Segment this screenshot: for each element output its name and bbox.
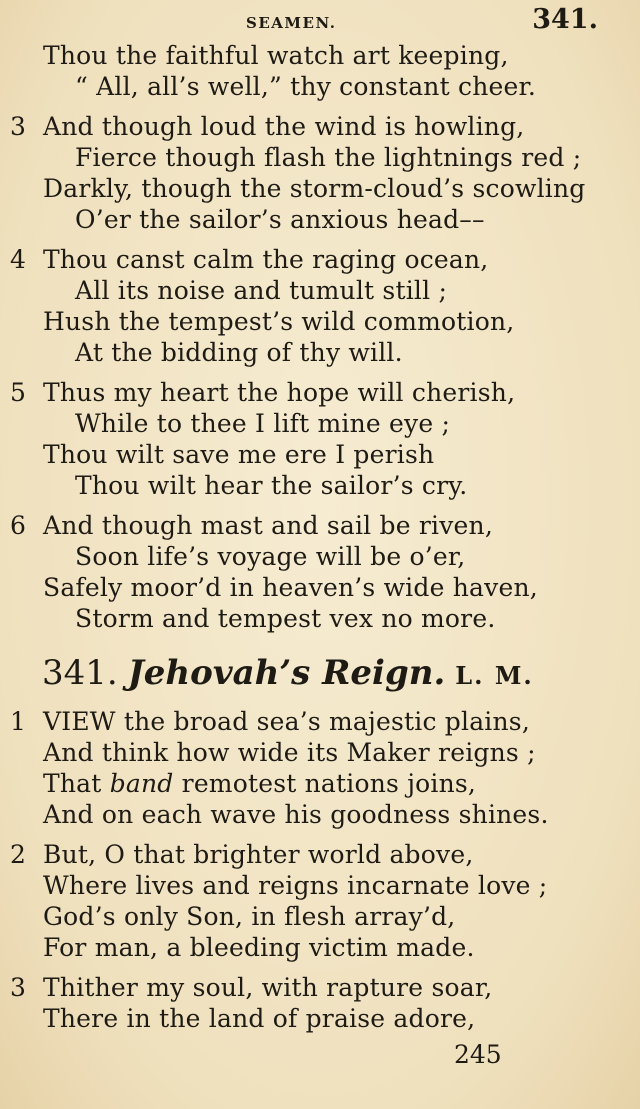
verse-line: 5 Thus my heart the hope will cherish, — [10, 378, 516, 407]
verse-line: 6 And though mast and sail be riven, — [10, 511, 493, 540]
verse-line: 3 Thither my soul, with rapture soar, — [10, 973, 493, 1002]
verse-line: At the bidding of thy will. — [75, 338, 403, 367]
stanza-3 — [0, 111, 640, 235]
verse-line: Fierce though flash the lightnings red ; — [75, 143, 582, 172]
verse-line: 3 And though loud the wind is howling, — [10, 112, 525, 141]
verse-line: 1 VIEW the broad sea’s majestic plains, — [10, 707, 530, 736]
page-header — [0, 6, 640, 36]
stanza-1 — [0, 706, 640, 830]
verse-line: Storm and tempest vex no more. — [75, 604, 496, 633]
stanza-number: 1 — [10, 707, 27, 736]
verse-line: And on each wave his goodness shines. — [43, 800, 549, 829]
verse-line: Safely moor’d in heaven’s wide haven, — [43, 573, 538, 602]
stanza-number: 5 — [10, 378, 27, 407]
italic-word: band — [109, 769, 174, 798]
verse-line: All its noise and tumult still ; — [75, 276, 448, 305]
header-hymn-number: 341. — [532, 4, 598, 35]
verse-line: That band remotest nations joins, — [43, 769, 477, 798]
verse-line: “ All, all’s well,” thy constant cheer. — [75, 72, 537, 101]
hymn-heading — [0, 634, 640, 706]
verse-line: Thou wilt save me ere I perish — [43, 440, 435, 469]
stanza-number: 2 — [10, 840, 27, 869]
stanza-2 — [0, 839, 640, 963]
hymn-meter: L. M. — [455, 661, 534, 690]
stanza-continued — [0, 40, 640, 102]
verse-line: 4 Thou canst calm the raging ocean, — [10, 245, 489, 274]
verse-line: Thou the faithful watch art keeping, — [43, 41, 509, 70]
verse-line: 2 But, O that brighter world above, — [10, 840, 474, 869]
stanza-5 — [0, 377, 640, 501]
running-title: SEAMEN. — [246, 14, 337, 32]
stanza-number: 6 — [10, 511, 27, 540]
stanza-number: 4 — [10, 245, 27, 274]
verse-line: And think how wide its Maker reigns ; — [43, 738, 536, 767]
hymn-number: 341. — [42, 653, 118, 693]
stanza-4 — [0, 244, 640, 368]
hymn-text — [0, 40, 640, 1034]
verse-line: Thou wilt hear the sailor’s cry. — [75, 471, 468, 500]
stanza-number: 3 — [10, 112, 27, 141]
verse-line: While to thee I lift mine eye ; — [75, 409, 451, 438]
stanza-6 — [0, 510, 640, 634]
verse-line: Soon life’s voyage will be o’er, — [75, 542, 466, 571]
stanza-3-hymn-341 — [0, 972, 640, 1034]
verse-line: There in the land of praise adore, — [43, 1004, 476, 1033]
page-number: 245 — [454, 1040, 502, 1069]
hymn-title: Jehovah’s Reign. — [127, 653, 446, 693]
stanza-number: 3 — [10, 973, 27, 1002]
verse-line: For man, a bleeding victim made. — [43, 933, 475, 962]
verse-line: O’er the sailor’s anxious head–– — [75, 205, 485, 234]
verse-line: Hush the tempest’s wild commotion, — [43, 307, 515, 336]
verse-line: Where lives and reigns incarnate love ; — [43, 871, 548, 900]
verse-line: God’s only Son, in flesh array’d, — [43, 902, 456, 931]
verse-line: Darkly, though the storm-cloud’s scowling — [43, 174, 586, 203]
